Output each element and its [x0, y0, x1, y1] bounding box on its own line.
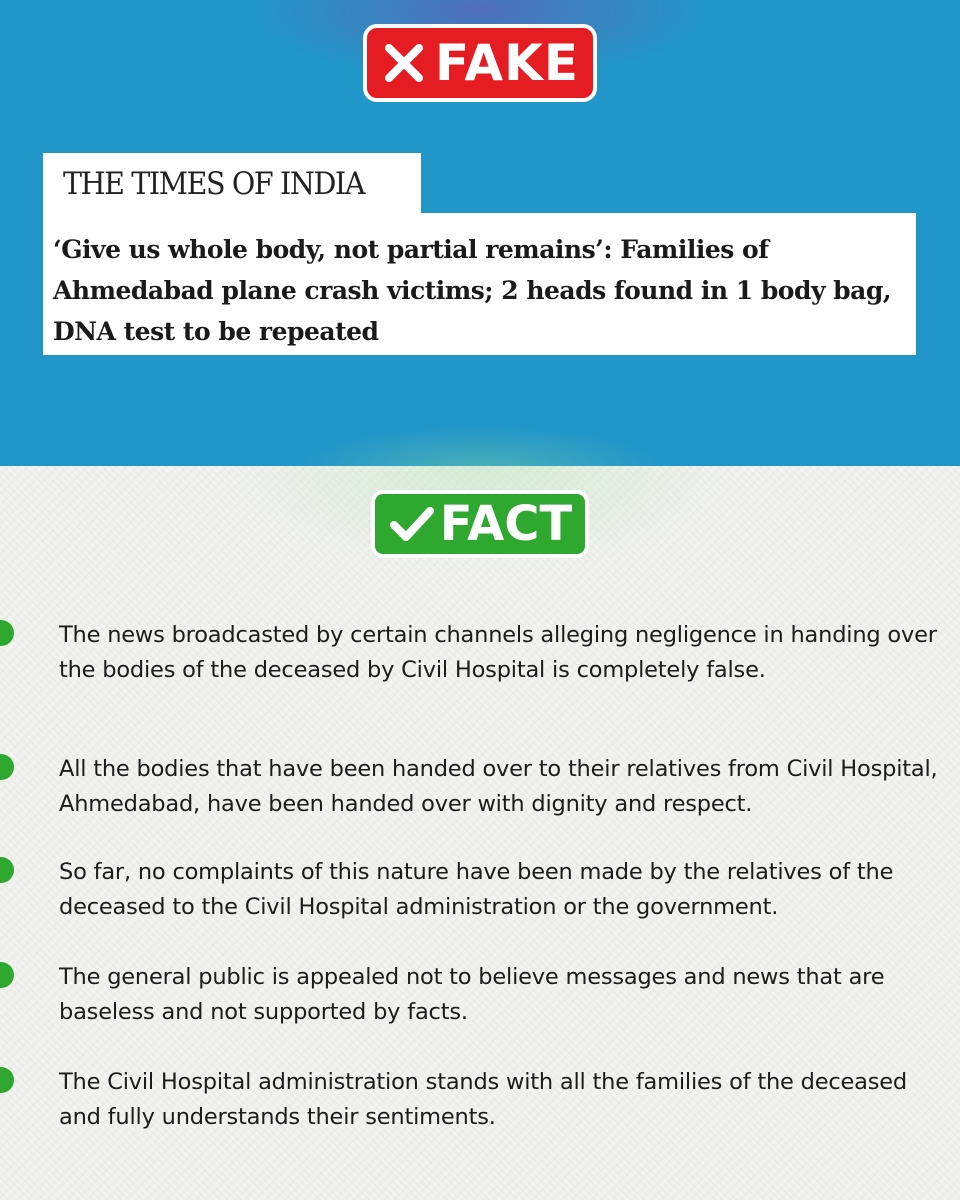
headline-text: ‘Give us whole body, not partial remains’: Families of Ahmedabad plane crash victims; 2 heads found in 1 body bag, DNA test to be repeated	[53, 235, 892, 346]
fact-text: The news broadcasted by certain channels alleging negligence in handing over the bodies of the deceased by Civil Hospital is completely false.	[59, 622, 937, 683]
fact-text: The general public is appealed not to believe messages and news that are baseless and not supported by facts.	[59, 964, 885, 1025]
fake-section	[0, 0, 960, 466]
fact-text: So far, no complaints of this nature have been made by the relatives of the deceased to the Civil Hospital administration or the government.	[59, 859, 894, 920]
fact-badge	[371, 490, 589, 558]
fact-text: All the bodies that have been handed over to their relatives from Civil Hospital, Ahmedabad, have been handed over with dignity and respect.	[59, 756, 938, 817]
x-icon	[381, 40, 427, 86]
headline-box	[43, 213, 916, 355]
masthead-text: THE TIMES OF INDIA	[63, 166, 365, 202]
newspaper-masthead	[43, 153, 421, 215]
checkmark-icon	[388, 503, 436, 545]
fake-badge	[363, 24, 597, 102]
fact-label: FACT	[439, 496, 573, 552]
fact-text: The Civil Hospital administration stands with all the families of the deceased and fully understands their sentiments.	[59, 1069, 908, 1130]
fake-label: FAKE	[434, 34, 579, 92]
